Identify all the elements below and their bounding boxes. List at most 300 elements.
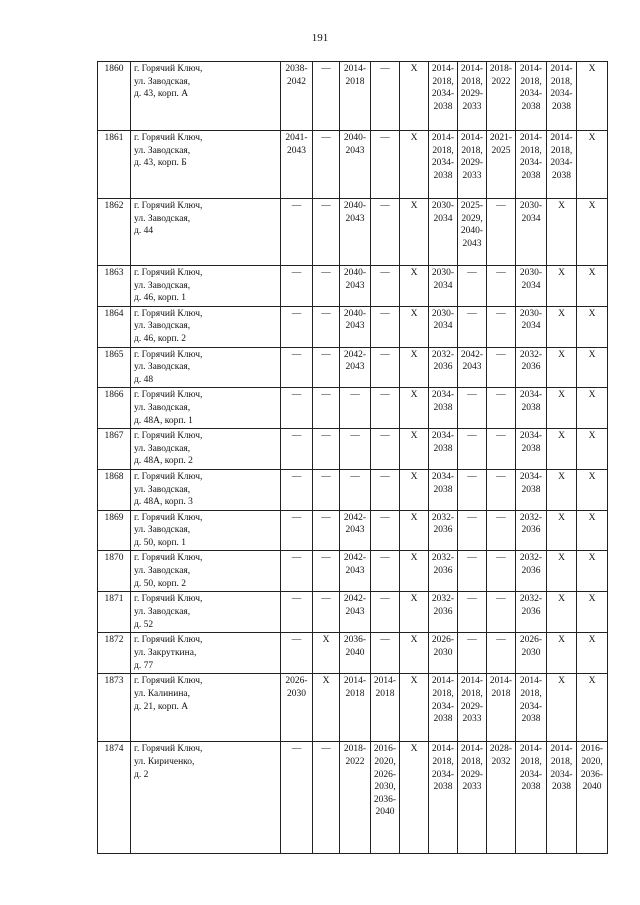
period-line: 2042- [343,349,367,360]
period-line: 2034 [521,321,541,332]
period-line: — [321,390,331,401]
period-cell [281,429,313,470]
period-line: — [496,431,506,442]
period-cell [577,429,608,470]
address-line: г. Горячий Ключ, [134,676,203,687]
period-line: 2043 [345,321,365,332]
row-number: 1874 [98,742,131,854]
period-cell [313,266,340,307]
period-cell [340,388,371,429]
period-cell [429,388,458,429]
address-cell [131,199,281,266]
period-line: 2032- [519,594,543,605]
period-line: 2014- [550,744,573,755]
period-cell [400,592,429,633]
period-cell [313,510,340,551]
period-line: 2034- [431,769,455,780]
period-line: 2034- [431,701,455,712]
period-cell [313,306,340,347]
period-cell [516,429,547,470]
period-cell [577,62,608,131]
period-cell [400,266,429,307]
period-line: 2030- [431,268,455,278]
period-line: — [496,308,506,319]
period-line: — [321,471,331,482]
period-line: 2043 [345,525,365,536]
period-line: 2014- [519,676,543,687]
period-line: 2018, [432,689,454,700]
period-line: Х [558,553,565,564]
period-line: 2036 [433,525,453,536]
period-cell [340,510,371,551]
period-line: 2033 [462,782,482,793]
table-row [98,633,608,674]
period-cell [313,592,340,633]
period-line: — [350,471,360,482]
period-line: 2034- [519,158,543,169]
period-line: 2018, [520,757,542,768]
row-number: 1871 [98,592,131,633]
period-line: 2014- [460,64,484,74]
period-line: 2016- [373,744,397,755]
period-cell [516,592,547,633]
period-cell [487,306,516,347]
period-line: 2043 [462,362,482,373]
period-cell [281,347,313,388]
period-line: — [350,431,360,442]
period-cell [547,469,577,510]
address-line: г. Горячий Ключ, [134,744,203,755]
table-row [98,199,608,266]
period-line: 2018, [520,689,542,700]
period-line: Х [558,308,565,319]
table-row [98,306,608,347]
period-line: 2034 [433,213,453,224]
period-line: 2014- [519,744,543,755]
period-line: — [380,553,390,564]
period-cell [547,306,577,347]
period-line: — [291,744,302,755]
address-line: ул. Заводская, [134,76,191,87]
period-line: 2036- [580,769,604,780]
period-line: 2016- [580,744,604,755]
row-number: 1869 [98,510,131,551]
period-cell [458,510,487,551]
period-line: — [291,268,302,278]
period-line: Х [558,635,565,646]
period-cell [577,266,608,307]
period-line: 2032- [431,594,455,605]
address-line: ул. Заводская, [134,362,191,373]
period-line: Х [588,431,596,442]
period-line: 2038 [521,402,541,413]
period-line: 2043 [345,566,365,577]
period-line: 2040- [343,133,367,143]
period-line: 2030 [521,648,541,659]
period-cell [340,266,371,307]
period-cell [577,674,608,742]
period-cell [281,266,313,307]
address-line: ул. Заводская, [134,607,191,618]
address-line: д. 50, корп. 1 [134,537,187,548]
period-line: 2032 [491,757,511,768]
period-line: Х [588,512,596,523]
row-number: 1870 [98,551,131,592]
period-line: 2018 [491,689,511,700]
address-line: г. Горячий Ключ, [134,268,203,278]
period-line: — [321,133,331,143]
period-cell [547,592,577,633]
period-cell [313,199,340,266]
period-cell [281,306,313,347]
period-line: 2038 [433,782,453,793]
period-line: 2040 [582,782,602,793]
period-line: — [380,512,390,523]
address-line: д. 44 [134,226,154,237]
period-line: — [321,512,331,523]
period-line: 2043 [287,145,306,156]
period-line: 2034 [521,280,541,291]
period-cell [371,551,400,592]
period-line: — [496,390,506,401]
period-line: 2036 [521,362,541,373]
period-line: 2043 [345,280,365,291]
period-line: Х [588,676,596,687]
period-cell [313,742,340,854]
address-line: ул. Калинина, [134,689,191,700]
period-line: 2040 [345,648,365,659]
period-cell [429,742,458,854]
period-line: 2018, [461,689,483,700]
period-cell [547,388,577,429]
period-line: 2032- [519,349,543,360]
period-line: 2034 [433,280,453,291]
period-line: Х [410,201,418,211]
period-cell [281,742,313,854]
period-line: — [291,349,302,360]
period-line: 2036 [521,607,541,618]
period-line: 2038 [521,484,541,495]
period-cell [400,62,429,131]
period-line: Х [410,512,418,523]
period-cell [340,62,371,131]
period-cell [400,306,429,347]
period-cell [458,388,487,429]
period-cell [429,674,458,742]
address-line: г. Горячий Ключ, [134,133,203,143]
period-cell [371,131,400,199]
period-line: — [496,512,506,523]
period-cell [487,266,516,307]
period-line: Х [558,512,565,523]
period-line: — [496,594,506,605]
period-line: Х [410,133,418,143]
period-line: — [350,390,360,401]
period-cell [516,62,547,131]
period-cell [487,551,516,592]
period-cell [400,469,429,510]
period-line: Х [410,553,418,564]
period-cell [429,306,458,347]
period-cell [281,633,313,674]
table-row [98,469,608,510]
period-line: 2014- [431,744,455,755]
period-cell [547,266,577,307]
period-line: 2034- [431,158,455,169]
address-line: ул. Заводская, [134,280,191,291]
period-cell [313,347,340,388]
period-line: Х [588,268,596,278]
period-line: 2043 [345,362,365,373]
row-number: 1867 [98,429,131,470]
period-line: Х [410,744,418,755]
period-cell [340,742,371,854]
address-line: д. 43, корп. А [134,89,189,100]
period-cell [516,306,547,347]
period-line: 2032- [431,512,455,523]
address-cell [131,266,281,307]
period-line: — [496,201,506,211]
table-row [98,131,608,199]
period-cell [429,347,458,388]
period-line: 2042 [287,76,306,87]
period-cell [400,742,429,854]
period-cell [400,429,429,470]
period-line: — [467,553,477,564]
period-line: 2036- [373,794,397,805]
address-line: ул. Заводская, [134,213,191,224]
period-line: 2038 [521,443,541,454]
period-line: 2038 [433,170,453,181]
address-line: ул. Заводская, [134,443,191,454]
period-cell [371,347,400,388]
period-line: 2030, [374,782,396,793]
period-line: 2033 [462,170,482,181]
period-line: 2030- [519,268,543,278]
page-number: 191 [311,32,329,44]
period-cell [429,199,458,266]
period-line: Х [558,390,565,401]
period-line: 2034- [550,769,573,780]
period-line: Х [588,349,596,360]
period-cell [547,199,577,266]
period-line: 2040- [460,226,484,237]
period-cell [371,388,400,429]
period-cell [458,199,487,266]
period-line: 2036 [433,566,453,577]
period-cell [547,633,577,674]
period-line: 2018, [461,757,483,768]
period-cell [487,592,516,633]
address-cell [131,551,281,592]
period-line: 2014- [519,133,543,143]
period-line: — [291,471,302,482]
row-number: 1860 [98,62,131,131]
period-cell [458,551,487,592]
period-cell [577,742,608,854]
period-cell [371,266,400,307]
period-cell [281,674,313,742]
period-line: 2029, [461,213,483,224]
address-line: д. 48А, корп. 2 [134,456,193,467]
period-line: 2014- [519,64,543,74]
period-cell [516,199,547,266]
period-cell [487,469,516,510]
period-line: Х [410,64,418,74]
period-line: 2038 [521,714,541,725]
period-line: 2030- [519,308,543,319]
period-line: 2040 [375,807,395,818]
row-number: 1863 [98,266,131,307]
period-cell [516,633,547,674]
period-line: 2018, [520,76,542,87]
period-line: 2038 [552,782,571,793]
period-line: 2034- [519,701,543,712]
period-cell [547,742,577,854]
period-line: 2034- [519,390,543,401]
period-cell [371,306,400,347]
period-cell [577,510,608,551]
period-line: 2014- [431,133,455,143]
period-cell [340,429,371,470]
address-line: г. Горячий Ключ, [134,431,203,442]
period-line: — [380,635,390,646]
table-row [98,429,608,470]
address-line: г. Горячий Ключ, [134,512,203,523]
period-line: Х [410,431,418,442]
address-line: д. 21, корп. А [134,701,189,712]
address-line: ул. Заводская, [134,484,191,495]
period-line: 2018 [375,689,395,700]
address-cell [131,742,281,854]
period-line: 2030- [519,201,543,211]
period-line: 2040- [343,268,367,278]
period-line: 2043 [345,213,365,224]
period-line: 2025 [491,145,511,156]
period-line: 2022 [491,76,511,87]
address-line: г. Горячий Ключ, [134,635,203,646]
period-line: — [467,471,477,482]
period-line: 2038 [433,443,453,454]
schedule-table [97,61,608,854]
period-line: 2025- [460,201,484,211]
period-cell [281,510,313,551]
row-number: 1865 [98,347,131,388]
period-cell [281,388,313,429]
period-cell [458,633,487,674]
period-cell [487,742,516,854]
period-cell [429,592,458,633]
period-line: 2034- [519,471,543,482]
period-cell [281,469,313,510]
period-cell [400,633,429,674]
period-line: — [380,349,390,360]
period-line: 2014- [343,676,367,687]
period-line: Х [588,390,596,401]
period-cell [516,469,547,510]
period-line: 2026- [431,635,455,646]
period-cell [516,266,547,307]
period-cell [516,551,547,592]
address-line: д. 48А, корп. 1 [134,415,193,426]
table-row [98,510,608,551]
period-cell [577,551,608,592]
period-line: 2018, [550,757,573,768]
period-line: 2042- [460,349,484,360]
period-line: — [380,594,390,605]
period-cell [313,633,340,674]
period-line: Х [410,349,418,360]
period-line: — [467,308,477,319]
address-line: д. 46, корп. 1 [134,293,187,304]
period-cell [429,469,458,510]
period-cell [400,347,429,388]
period-line: 2038 [433,402,453,413]
period-line: Х [588,308,596,319]
row-number: 1866 [98,388,131,429]
table-row [98,388,608,429]
period-line: 2030- [431,201,455,211]
period-line: Х [410,676,418,687]
period-cell [547,551,577,592]
period-line: — [496,553,506,564]
address-line: д. 48А, корп. 3 [134,497,193,508]
period-cell [371,199,400,266]
period-cell [371,62,400,131]
period-cell [340,347,371,388]
period-cell [458,62,487,131]
period-cell [458,131,487,199]
period-cell [371,742,400,854]
period-line: 2018, [550,76,573,87]
period-line: Х [588,553,596,564]
period-line: 2034- [550,158,573,169]
period-line: 2022 [345,757,365,768]
period-line: 2018- [489,64,513,74]
period-line: 2036 [521,525,541,536]
period-line: 2042- [343,553,367,564]
period-cell [577,592,608,633]
period-cell [281,592,313,633]
table-row [98,62,608,131]
period-cell [487,633,516,674]
period-line: 2040- [343,201,367,211]
period-line: 2014- [431,64,455,74]
period-cell [429,131,458,199]
period-line: — [467,431,477,442]
row-number: 1861 [98,131,131,199]
period-line: — [380,431,390,442]
period-line: 2034- [519,769,543,780]
address-line: д. 48 [134,374,154,385]
period-line: 2020, [581,757,603,768]
period-line: Х [558,676,565,687]
table-row [98,742,608,854]
period-line: Х [410,471,418,482]
address-cell [131,62,281,131]
period-line: 2028- [489,744,513,755]
period-cell [429,266,458,307]
period-line: — [496,349,506,360]
period-cell [577,306,608,347]
period-line: 2018, [432,76,454,87]
period-line: — [321,553,331,564]
period-line: 2026- [285,676,308,687]
address-line: г. Горячий Ключ, [134,594,203,605]
period-cell [487,674,516,742]
period-line: Х [588,64,596,74]
period-line: — [321,201,331,211]
